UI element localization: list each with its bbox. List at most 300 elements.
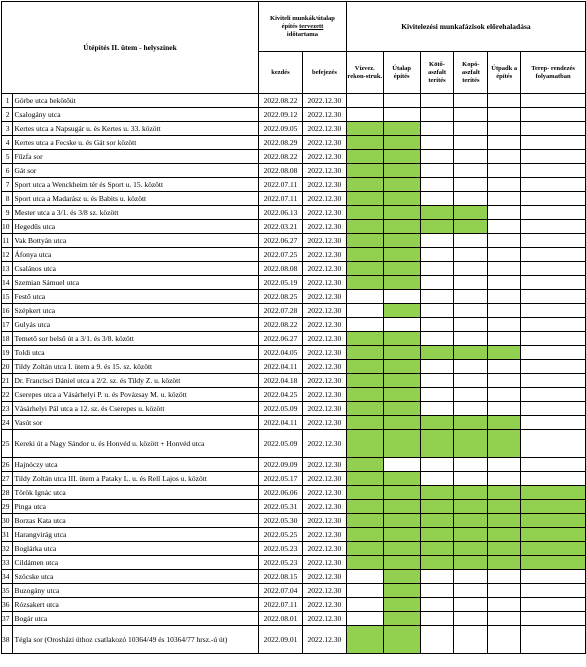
phase-empty-cell (488, 276, 521, 290)
row-number: 29 (2, 500, 13, 514)
phase-empty-cell (488, 374, 521, 388)
phase-done-cell (420, 486, 454, 500)
table-row (2, 248, 586, 262)
phase-done-cell (488, 528, 521, 542)
phase-empty-cell (420, 276, 454, 290)
phase-empty-cell (454, 304, 488, 318)
row-number: 25 (2, 430, 13, 458)
phase-done-cell (346, 500, 383, 514)
phase-done-cell (383, 570, 420, 584)
phase-done-cell (383, 192, 420, 206)
phase-done-cell (383, 332, 420, 346)
phase-empty-cell (488, 402, 521, 416)
row-number: 37 (2, 612, 13, 626)
phase-done-cell (488, 542, 521, 556)
location-cell: Vasút sor (12, 416, 259, 430)
phase-empty-cell (488, 570, 521, 584)
phase-empty-cell (420, 136, 454, 150)
phase-empty-cell (420, 570, 454, 584)
end-date-cell: 2022.12.30 (302, 500, 346, 514)
table-row (2, 402, 586, 416)
table-row (2, 626, 586, 654)
phase-empty-cell (420, 458, 454, 472)
phase-empty-cell (346, 318, 383, 332)
location-cell: Boglárka utca (12, 542, 259, 556)
start-date-cell: 2022.06.06 (259, 486, 303, 500)
row-number: 36 (2, 598, 13, 612)
start-date-cell: 2022.05.25 (259, 528, 303, 542)
phase-done-cell (521, 542, 586, 556)
row-number: 38 (2, 626, 13, 654)
row-number: 6 (2, 164, 13, 178)
phase-done-cell (346, 472, 383, 486)
phase-empty-cell (521, 206, 586, 220)
location-cell: Tildy Zoltán utca III. ütem a Pataky L. u. és Rell Lajos u. között (12, 472, 259, 486)
row-number: 5 (2, 150, 13, 164)
end-date-cell: 2022.12.30 (302, 612, 346, 626)
phase-done-cell (521, 556, 586, 570)
phase-done-cell (346, 388, 383, 402)
phase-done-cell (383, 122, 420, 136)
start-date-cell: 2022.08.08 (259, 164, 303, 178)
phase-empty-cell (521, 584, 586, 598)
row-number: 17 (2, 318, 13, 332)
row-number: 28 (2, 486, 13, 500)
phase-done-cell (383, 472, 420, 486)
location-cell: Kertes utca a Napsugár u. és Kertes u. 33. között (12, 122, 259, 136)
phase-done-cell (383, 584, 420, 598)
phase-empty-cell (420, 472, 454, 486)
end-date-cell: 2022.12.30 (302, 94, 346, 108)
phase-done-cell (383, 248, 420, 262)
phase-done-cell (346, 150, 383, 164)
end-date-cell: 2022.12.30 (302, 332, 346, 346)
table-row (2, 500, 586, 514)
phase-empty-cell (420, 178, 454, 192)
end-date-cell: 2022.12.30 (302, 262, 346, 276)
phase-empty-cell (488, 290, 521, 304)
phase-done-cell (346, 136, 383, 150)
phase-empty-cell (454, 136, 488, 150)
table-row (2, 472, 586, 486)
start-date-cell: 2022.06.13 (259, 206, 303, 220)
phase-done-cell (488, 500, 521, 514)
location-cell: Szöcske utca (12, 570, 259, 584)
phase-done-cell (383, 220, 420, 234)
phase-done-cell (346, 402, 383, 416)
phase-done-cell (383, 430, 420, 458)
table-row (2, 304, 586, 318)
phase-empty-cell (521, 612, 586, 626)
phase-empty-cell (383, 290, 420, 304)
row-number: 33 (2, 556, 13, 570)
phase-done-cell (420, 514, 454, 528)
end-date-cell: 2022.12.30 (302, 416, 346, 430)
end-date-cell: 2022.12.30 (302, 178, 346, 192)
phase-done-cell (420, 500, 454, 514)
location-cell: Szépkert utca (12, 304, 259, 318)
end-date-cell: 2022.12.30 (302, 584, 346, 598)
phase-empty-cell (420, 584, 454, 598)
start-date-cell: 2022.08.22 (259, 318, 303, 332)
phase-done-cell (383, 136, 420, 150)
phase-done-cell (454, 220, 488, 234)
phase-done-cell (383, 514, 420, 528)
phase-empty-cell (521, 598, 586, 612)
table-row (2, 416, 586, 430)
phase-empty-cell (521, 304, 586, 318)
end-date-cell: 2022.12.30 (302, 276, 346, 290)
phase-done-cell (383, 178, 420, 192)
phase-done-cell (420, 416, 454, 430)
row-number: 35 (2, 584, 13, 598)
location-cell: Vak Bottyán utca (12, 234, 259, 248)
phase-header: Vízvez. rekon-struk. (346, 52, 383, 94)
start-date-cell: 2022.08.01 (259, 612, 303, 626)
start-date-cell: 2022.08.22 (259, 150, 303, 164)
location-cell: Tildy Zoltán utca I. ütem a 9. és 15. sz. között (12, 360, 259, 374)
phase-done-cell (346, 262, 383, 276)
location-cell: Görbe utca bekötőút (12, 94, 259, 108)
location-cell: Tégla sor (Orosházi úthoz csatlakozó 10364/49 és 10364/77 hrsz.-ú út) (12, 626, 259, 654)
phase-done-cell (420, 346, 454, 360)
start-date-cell: 2022.04.05 (259, 346, 303, 360)
row-number: 10 (2, 220, 13, 234)
location-cell: Kertes utca a Fecske u. és Gát sor között (12, 136, 259, 150)
phase-done-cell (383, 626, 420, 654)
phase-empty-cell (488, 332, 521, 346)
phase-done-cell (383, 598, 420, 612)
table-row (2, 430, 586, 458)
location-cell: Bogár utca (12, 612, 259, 626)
start-date-cell: 2022.05.31 (259, 500, 303, 514)
phase-empty-cell (488, 220, 521, 234)
phase-empty-cell (521, 178, 586, 192)
phase-empty-cell (346, 570, 383, 584)
end-date-cell: 2022.12.30 (302, 542, 346, 556)
phase-done-cell (346, 206, 383, 220)
phase-empty-cell (346, 598, 383, 612)
phase-empty-cell (454, 360, 488, 374)
phase-empty-cell (521, 262, 586, 276)
start-date-cell: 2022.07.11 (259, 598, 303, 612)
phase-empty-cell (521, 150, 586, 164)
phase-empty-cell (521, 332, 586, 346)
row-number: 3 (2, 122, 13, 136)
end-date-cell: 2022.12.30 (302, 528, 346, 542)
phase-empty-cell (454, 584, 488, 598)
phase-done-cell (383, 542, 420, 556)
phase-empty-cell (420, 248, 454, 262)
start-date-cell: 2022.09.09 (259, 458, 303, 472)
table-row (2, 486, 586, 500)
phase-empty-cell (454, 94, 488, 108)
phase-empty-cell (454, 388, 488, 402)
phase-empty-cell (488, 192, 521, 206)
phase-empty-cell (488, 304, 521, 318)
start-date-cell: 2022.07.04 (259, 584, 303, 598)
start-date-cell: 2022.04.18 (259, 374, 303, 388)
row-number: 4 (2, 136, 13, 150)
phase-empty-cell (521, 164, 586, 178)
phase-empty-cell (346, 304, 383, 318)
phase-done-cell (454, 416, 488, 430)
location-cell: Gát sor (12, 164, 259, 178)
start-date-cell: 2022.05.09 (259, 402, 303, 416)
phase-empty-cell (488, 584, 521, 598)
phase-done-cell (488, 416, 521, 430)
phase-empty-cell (521, 94, 586, 108)
start-date-cell: 2022.08.08 (259, 262, 303, 276)
row-number: 34 (2, 570, 13, 584)
row-number: 16 (2, 304, 13, 318)
phase-header: Útpadk a építés (488, 52, 521, 94)
phase-empty-cell (454, 402, 488, 416)
location-cell: Borzas Kata utca (12, 514, 259, 528)
start-date-cell: 2022.05.30 (259, 514, 303, 528)
phase-empty-cell (521, 108, 586, 122)
phase-empty-cell (521, 276, 586, 290)
start-date-cell: 2022.06.27 (259, 332, 303, 346)
phase-empty-cell (488, 150, 521, 164)
start-date-cell: 2022.03.21 (259, 220, 303, 234)
phase-empty-cell (488, 612, 521, 626)
phase-done-cell (383, 276, 420, 290)
row-number: 7 (2, 178, 13, 192)
phase-done-cell (454, 206, 488, 220)
phase-done-cell (420, 206, 454, 220)
location-cell: Áfonya utca (12, 248, 259, 262)
phase-done-cell (454, 556, 488, 570)
row-number: 2 (2, 108, 13, 122)
phase-empty-cell (488, 164, 521, 178)
phase-empty-cell (420, 108, 454, 122)
phase-empty-cell (521, 388, 586, 402)
row-number: 31 (2, 528, 13, 542)
end-date-cell: 2022.12.30 (302, 290, 346, 304)
phase-done-cell (346, 528, 383, 542)
phase-empty-cell (383, 458, 420, 472)
location-header: Útépítés II. ütem - helyszínek (2, 2, 259, 94)
start-date-cell: 2022.07.28 (259, 304, 303, 318)
phase-empty-cell (420, 164, 454, 178)
phase-done-cell (383, 528, 420, 542)
end-date-cell: 2022.12.30 (302, 402, 346, 416)
phase-empty-cell (521, 122, 586, 136)
phase-done-cell (346, 486, 383, 500)
phase-empty-cell (521, 416, 586, 430)
phase-done-cell (383, 360, 420, 374)
start-date-cell: 2022.07.11 (259, 192, 303, 206)
table-row (2, 388, 586, 402)
location-cell: Cildámen utca (12, 556, 259, 570)
phase-done-cell (346, 332, 383, 346)
table-row (2, 346, 586, 360)
end-date-cell: 2022.12.30 (302, 108, 346, 122)
end-date-cell: 2022.12.30 (302, 234, 346, 248)
phase-empty-cell (488, 626, 521, 654)
phase-done-cell (346, 122, 383, 136)
table-row (2, 542, 586, 556)
progress-table (1, 1, 586, 654)
phase-header: Terep- rendezés folyamatban (521, 52, 586, 94)
phase-empty-cell (420, 290, 454, 304)
table-row (2, 136, 586, 150)
phase-empty-cell (454, 318, 488, 332)
phase-empty-cell (488, 458, 521, 472)
phase-empty-cell (488, 248, 521, 262)
table-row (2, 360, 586, 374)
phase-done-cell (346, 374, 383, 388)
row-number: 21 (2, 374, 13, 388)
end-date-cell: 2022.12.30 (302, 304, 346, 318)
end-date-cell: 2022.12.30 (302, 122, 346, 136)
phase-done-cell (521, 486, 586, 500)
table-row (2, 556, 586, 570)
table-row (2, 374, 586, 388)
phase-done-cell (488, 514, 521, 528)
location-cell: Szemian Sámuel utca (12, 276, 259, 290)
phase-done-cell (383, 416, 420, 430)
phase-empty-cell (420, 332, 454, 346)
phase-empty-cell (488, 136, 521, 150)
phase-empty-cell (454, 612, 488, 626)
start-date-cell: 2022.07.11 (259, 178, 303, 192)
phase-empty-cell (420, 304, 454, 318)
row-number: 26 (2, 458, 13, 472)
phase-empty-cell (383, 108, 420, 122)
phase-done-cell (346, 164, 383, 178)
start-date-cell: 2022.05.19 (259, 276, 303, 290)
phase-done-cell (346, 192, 383, 206)
row-number: 8 (2, 192, 13, 206)
phase-empty-cell (420, 150, 454, 164)
phase-empty-cell (488, 472, 521, 486)
location-cell: Vásárhelyi Pál utca a 12. sz. és Cserepes u. között (12, 402, 259, 416)
phase-empty-cell (488, 94, 521, 108)
start-date-cell: 2022.07.25 (259, 248, 303, 262)
phase-empty-cell (488, 178, 521, 192)
phase-empty-cell (488, 206, 521, 220)
phase-done-cell (454, 500, 488, 514)
table-row (2, 150, 586, 164)
location-cell: Gulyás utca (12, 318, 259, 332)
start-date-cell: 2022.05.23 (259, 542, 303, 556)
row-number: 23 (2, 402, 13, 416)
phase-done-cell (346, 248, 383, 262)
row-number: 32 (2, 542, 13, 556)
phase-empty-cell (420, 192, 454, 206)
row-number: 15 (2, 290, 13, 304)
phase-empty-cell (521, 626, 586, 654)
phase-done-cell (454, 486, 488, 500)
phase-done-cell (454, 430, 488, 458)
phase-done-cell (488, 430, 521, 458)
row-number: 19 (2, 346, 13, 360)
phase-empty-cell (521, 346, 586, 360)
phase-done-cell (420, 528, 454, 542)
row-number: 13 (2, 262, 13, 276)
phase-empty-cell (521, 570, 586, 584)
location-cell: Rózsakert utca (12, 598, 259, 612)
phase-empty-cell (521, 374, 586, 388)
phase-empty-cell (488, 234, 521, 248)
phase-done-cell (383, 164, 420, 178)
end-date-cell: 2022.12.30 (302, 472, 346, 486)
phase-empty-cell (521, 234, 586, 248)
location-cell: Festő utca (12, 290, 259, 304)
table-row (2, 234, 586, 248)
phase-empty-cell (488, 360, 521, 374)
phase-empty-cell (420, 388, 454, 402)
phase-done-cell (383, 556, 420, 570)
phase-empty-cell (383, 94, 420, 108)
phase-done-cell (383, 262, 420, 276)
table-row (2, 262, 586, 276)
phase-done-cell (346, 276, 383, 290)
table-row (2, 108, 586, 122)
table-row (2, 612, 586, 626)
table-row (2, 584, 586, 598)
phase-done-cell (488, 346, 521, 360)
start-date-cell: 2022.08.29 (259, 136, 303, 150)
table-row (2, 206, 586, 220)
start-date-cell: 2022.04.25 (259, 388, 303, 402)
end-date-cell: 2022.12.30 (302, 388, 346, 402)
phase-done-cell (346, 458, 383, 472)
phase-done-cell (454, 528, 488, 542)
phase-done-cell (346, 430, 383, 458)
phase-empty-cell (454, 178, 488, 192)
end-date-cell: 2022.12.30 (302, 220, 346, 234)
table-row (2, 220, 586, 234)
phase-empty-cell (521, 360, 586, 374)
end-date-cell: 2022.12.30 (302, 626, 346, 654)
location-cell: Cserepes utca a Vásárhelyi P. u. és Povázsay M. u. között (12, 388, 259, 402)
row-number: 18 (2, 332, 13, 346)
location-cell: Hegedűs utca (12, 220, 259, 234)
phase-done-cell (346, 416, 383, 430)
table-row (2, 276, 586, 290)
phase-empty-cell (454, 150, 488, 164)
table-row (2, 290, 586, 304)
phase-empty-cell (420, 262, 454, 276)
start-date-cell: 2022.08.15 (259, 570, 303, 584)
phase-done-cell (420, 430, 454, 458)
phase-empty-cell (420, 234, 454, 248)
phase-done-cell (346, 220, 383, 234)
location-cell: Fűzfa sor (12, 150, 259, 164)
row-number: 11 (2, 234, 13, 248)
phase-empty-cell (420, 626, 454, 654)
table-row (2, 164, 586, 178)
phase-done-cell (383, 346, 420, 360)
phase-done-cell (346, 234, 383, 248)
start-header: kezdés (259, 52, 303, 94)
location-cell: Mester utca a 3/1. és 3/8 sz. között (12, 206, 259, 220)
end-date-cell: 2022.12.30 (302, 318, 346, 332)
table-row (2, 318, 586, 332)
phase-empty-cell (454, 164, 488, 178)
phase-empty-cell (454, 472, 488, 486)
location-cell: Csalogány utca (12, 108, 259, 122)
end-date-cell: 2022.12.30 (302, 248, 346, 262)
table-row (2, 528, 586, 542)
end-date-cell: 2022.12.30 (302, 150, 346, 164)
start-date-cell: 2022.09.12 (259, 108, 303, 122)
phase-empty-cell (488, 108, 521, 122)
phase-empty-cell (521, 318, 586, 332)
